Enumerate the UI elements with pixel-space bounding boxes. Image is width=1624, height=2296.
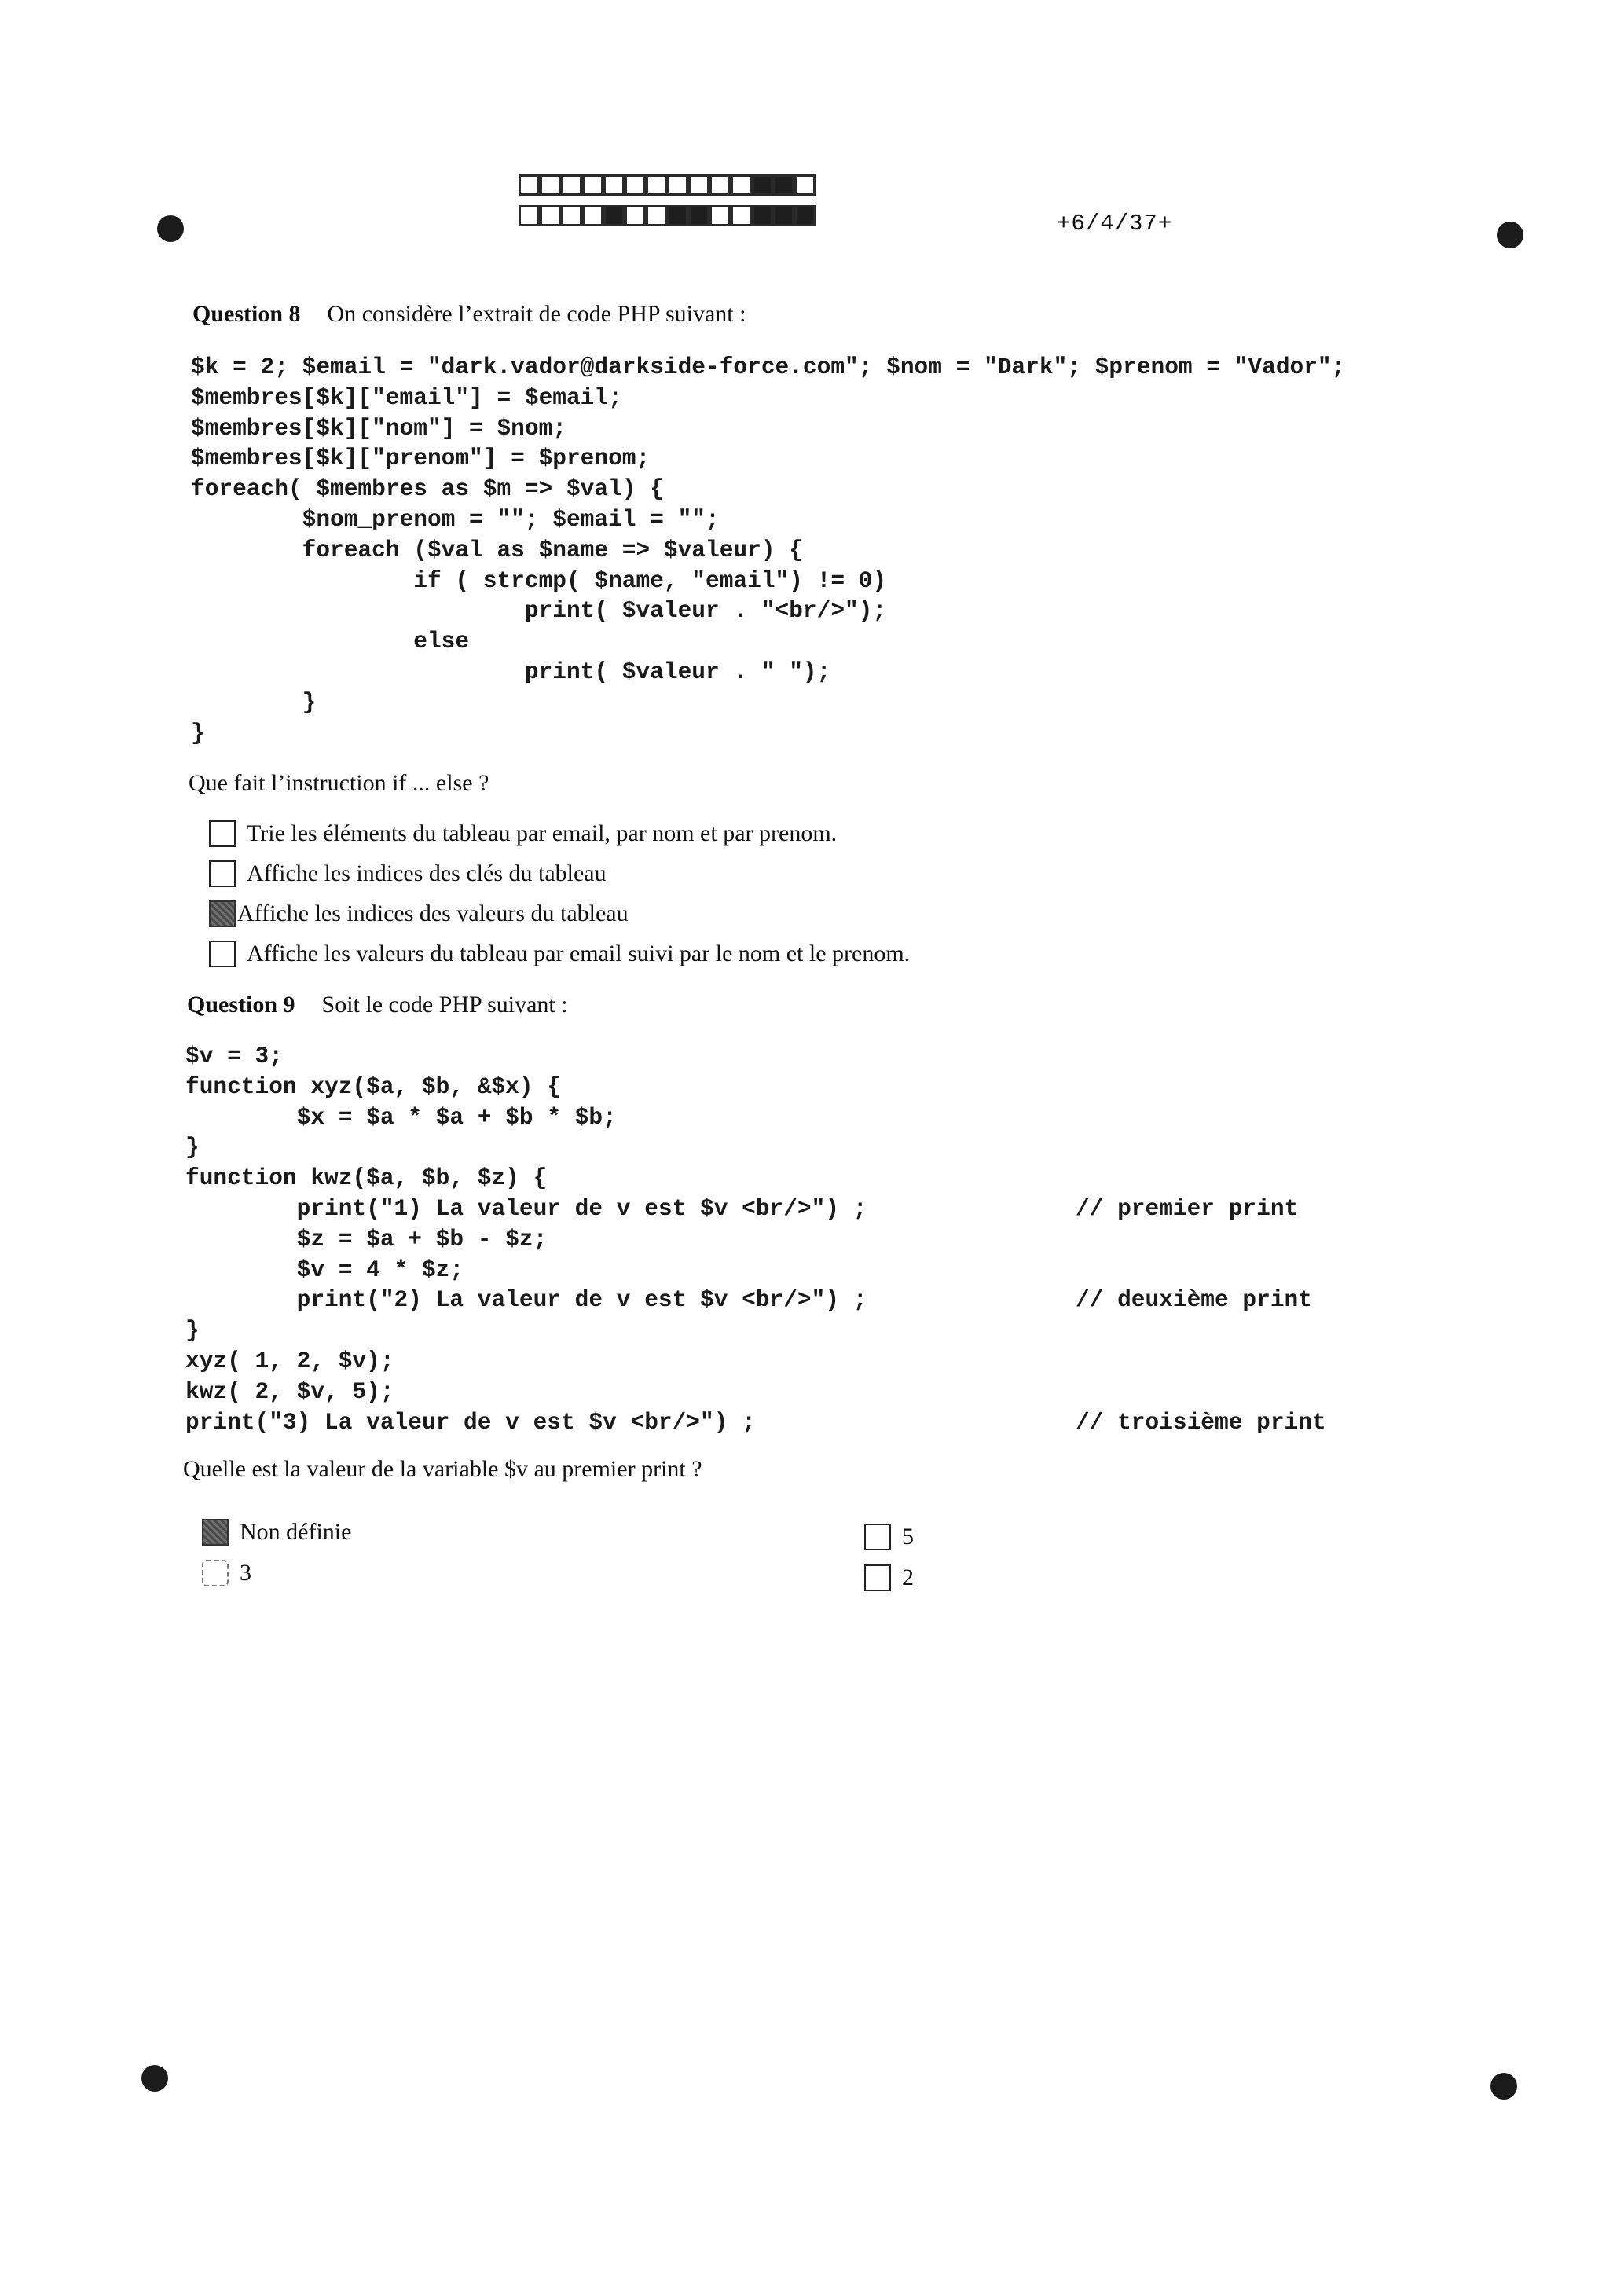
registration-mark-top-right bbox=[1497, 222, 1523, 248]
id-grid-cell bbox=[561, 205, 582, 226]
id-grid-cell bbox=[752, 174, 773, 196]
question-9-option-4[interactable] bbox=[864, 1562, 914, 1594]
question-8-prompt: Que fait l’instruction if ... else ? bbox=[189, 770, 489, 796]
checkbox[interactable] bbox=[209, 941, 236, 967]
id-grid-cell bbox=[646, 205, 667, 226]
checkbox[interactable] bbox=[864, 1564, 891, 1591]
id-grid-cell bbox=[582, 174, 603, 196]
id-grid-cell bbox=[731, 205, 752, 226]
option-label: 2 bbox=[902, 1564, 914, 1590]
id-grid-cell bbox=[752, 205, 773, 226]
id-grid-cell bbox=[794, 174, 816, 196]
id-grid-cell bbox=[582, 205, 603, 226]
id-grid-cell bbox=[688, 174, 709, 196]
id-grid-cell bbox=[625, 205, 646, 226]
question-8-header bbox=[192, 301, 746, 328]
question-9-header bbox=[187, 992, 568, 1018]
question-8-option-2[interactable] bbox=[209, 858, 607, 889]
id-grid-cell bbox=[773, 174, 794, 196]
id-grid-cell bbox=[646, 174, 667, 196]
id-grid-cell bbox=[519, 205, 540, 226]
id-grid-cell bbox=[667, 205, 688, 226]
id-grid-cell bbox=[731, 174, 752, 196]
page-code: +6/4/37+ bbox=[1057, 211, 1173, 237]
question-8-option-4[interactable] bbox=[209, 938, 910, 970]
question-8-intro: On considère l’extrait de code PHP suivant : bbox=[327, 301, 746, 327]
question-8-code: $k = 2; $email = "dark.vador@darkside-force.com"; $nom = "Dark"; $prenom = "Vador"; $membres[$k]["email"] = $email; $membres[$k]["nom"] = $nom; $membres[$k]["prenom"] = $prenom; foreach( $membres as $m => $val) { $nom_prenom = ""; $email = ""; foreach ($val as $name => $valeur) { if ( strcmp( $name, "email") != 0) print( $valeur . "<br/>"); else print( $valeur . " "); } } bbox=[191, 354, 1346, 746]
option-label: Affiche les valeurs du tableau par email suivi par le nom et le prenom. bbox=[247, 941, 911, 966]
id-grid-cell bbox=[709, 174, 731, 196]
id-grid-cell bbox=[519, 174, 540, 196]
question-9-code: $v = 3; function xyz($a, $b, &$x) { $x = $a * $a + $b * $b; } function kwz($a, $b, $z) { print("1) La valeur de v est $v <br/>") ; // premier print $z = $a + $b - $z; $v = 4 * $z; print("2) La valeur de v est $v <br/>") ; // deuxième print } xyz( 1, 2, $v); kwz( 2, $v, 5); print("3) La valeur de v est $v <br/>") ; // troisième print bbox=[185, 1043, 1326, 1436]
checkbox[interactable] bbox=[209, 820, 236, 847]
registration-mark-bottom-left bbox=[141, 2065, 168, 2092]
id-grid-cell bbox=[709, 205, 731, 226]
id-grid-cell bbox=[667, 174, 688, 196]
checkbox[interactable] bbox=[209, 860, 236, 887]
question-9-option-1[interactable] bbox=[202, 1517, 351, 1548]
id-grid-cell bbox=[540, 174, 561, 196]
id-grid-cell bbox=[603, 174, 625, 196]
option-label: 5 bbox=[902, 1524, 914, 1550]
question-8-option-1[interactable] bbox=[209, 818, 837, 849]
option-label: Affiche les indices des valeurs du tableau bbox=[237, 900, 629, 926]
id-grid-cell bbox=[773, 205, 794, 226]
id-grid-cell bbox=[561, 174, 582, 196]
checkbox[interactable] bbox=[864, 1524, 891, 1550]
checkbox-checked[interactable] bbox=[209, 900, 236, 927]
option-label: 3 bbox=[240, 1560, 251, 1586]
id-grid-cell bbox=[794, 205, 816, 226]
question-9-option-3[interactable] bbox=[864, 1521, 914, 1553]
question-8-number: Question 8 bbox=[192, 301, 301, 327]
checkbox-erased[interactable] bbox=[202, 1560, 229, 1586]
id-grid-cell bbox=[625, 174, 646, 196]
option-label: Non définie bbox=[240, 1519, 352, 1545]
question-9-option-2[interactable] bbox=[202, 1557, 251, 1589]
id-grid-cell bbox=[540, 205, 561, 226]
registration-mark-top-left bbox=[157, 215, 184, 242]
checkbox-checked[interactable] bbox=[202, 1519, 229, 1546]
question-8-option-3[interactable] bbox=[209, 898, 629, 930]
question-9-intro: Soit le code PHP suivant : bbox=[321, 992, 568, 1018]
question-9-prompt: Quelle est la valeur de la variable $v au premier print ? bbox=[183, 1456, 702, 1482]
registration-mark-bottom-right bbox=[1490, 2073, 1517, 2100]
id-grid-cell bbox=[688, 205, 709, 226]
id-grid-cell bbox=[603, 205, 625, 226]
question-9-number: Question 9 bbox=[187, 992, 295, 1018]
option-label: Affiche les indices des clés du tableau bbox=[247, 860, 607, 886]
option-label: Trie les éléments du tableau par email, par nom et par prenom. bbox=[247, 820, 838, 846]
